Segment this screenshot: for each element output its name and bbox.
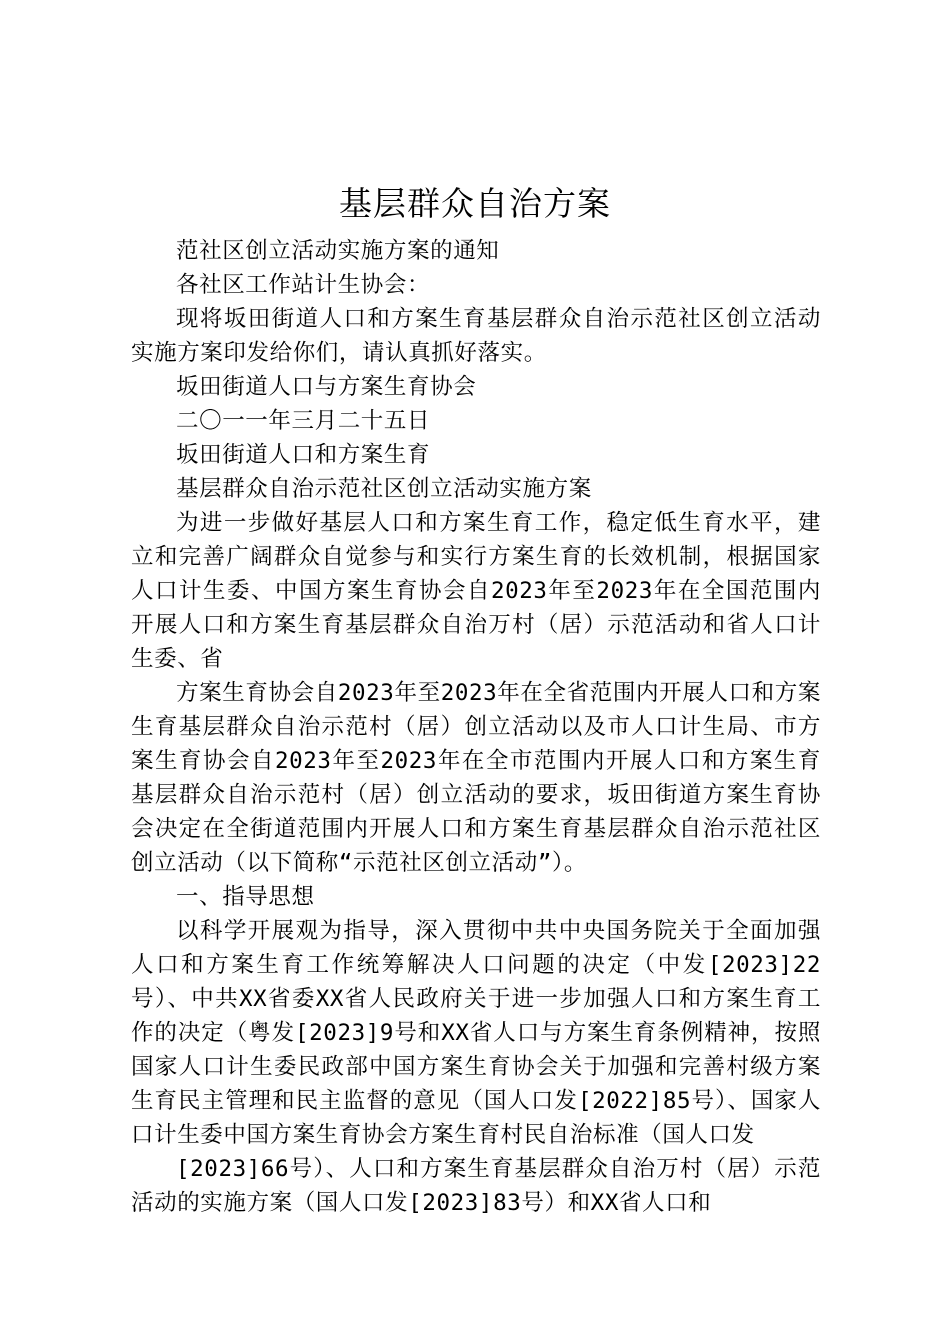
document-body xyxy=(131,234,821,1220)
paragraph-plan-title: 基层群众自治示范社区创立活动实施方案 xyxy=(176,476,592,502)
paragraph-plan-org: 坂田街道人口和方案生育 xyxy=(176,442,431,468)
document-title: 基层群众自治方案 xyxy=(339,184,611,223)
paragraph-addressee: 各社区工作站计生协会： xyxy=(176,272,431,298)
section-heading-guiding-ideology: 一、指导思想 xyxy=(176,884,315,910)
paragraph-background-1: 为进一步做好基层人口和方案生育工作，稳定低生育水平，建立和完善广阔群众自觉参与和实行方案生育的长效机制，根据国家人口计生委、中国方案生育协会自2023年至2023年在全国范围内开展人口和方案生育基层群众自治万村（居）示范活动和省人口计生委、省 xyxy=(131,510,821,672)
paragraph-notice-body: 现将坂田街道人口和方案生育基层群众自治示范社区创立活动实施方案印发给你们，请认真抓好落实。 xyxy=(131,306,821,366)
paragraph-notice-heading: 范社区创立活动实施方案的通知 xyxy=(176,238,500,264)
paragraph-date: 二〇一一年三月二十五日 xyxy=(176,408,431,434)
paragraph-guiding-ideology-2: [2023]66号）、人口和方案生育基层群众自治万村（居）示范活动的实施方案（国人口发[2023]83号）和XX省人口和 xyxy=(131,1156,821,1216)
paragraph-background-2: 方案生育协会自2023年至2023年在全省范围内开展人口和方案生育基层群众自治示范村（居）创立活动以及市人口计生局、市方案生育协会自2023年至2023年在全市范围内开展人口和方案生育基层群众自治示范村（居）创立活动的要求，坂田街道方案生育协会决定在全街道范围内开展人口和方案生育基层群众自治示范社区创立活动（以下简称“示范社区创立活动”）。 xyxy=(131,680,821,876)
paragraph-issuer: 坂田街道人口与方案生育协会 xyxy=(176,374,477,400)
paragraph-guiding-ideology-1: 以科学开展观为指导，深入贯彻中共中央国务院关于全面加强人口和方案生育工作统筹解决人口问题的决定（中发[2023]22号）、中共XX省委XX省人民政府关于进一步加强人口和方案生育工作的决定（粤发[2023]9号和XX省人口与方案生育条例精神，按照国家人口计生委民政部中国方案生育协会关于加强和完善村级方案生育民主管理和民主监督的意见（国人口发[2022]85号）、国家人口计生委中国方案生育协会方案生育村民自治标准（国人口发 xyxy=(131,918,821,1148)
